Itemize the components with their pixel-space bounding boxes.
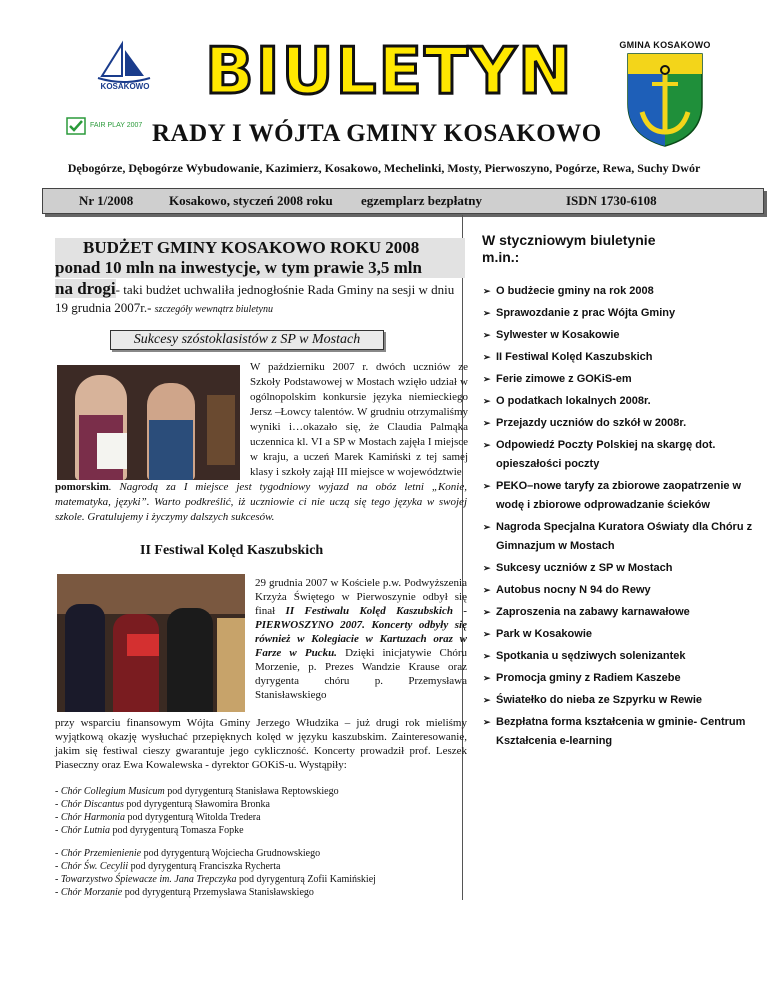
- sidebar-heading: W styczniowym biuletynie m.in.:: [482, 232, 656, 265]
- contents-item: [483, 603, 753, 622]
- arrow-bullet-icon: ➢: [483, 418, 491, 428]
- list-item: - Chór Przemienienie pod dyrygenturą Wojciecha Grudnowskiego: [55, 848, 321, 859]
- arrow-bullet-icon: ➢: [483, 308, 491, 318]
- contents-item: [483, 691, 753, 710]
- arrow-bullet-icon: ➢: [483, 629, 491, 639]
- anchor-shield-icon: [618, 52, 712, 148]
- issue-copy: egzemplarz bezpłatny: [361, 193, 482, 208]
- fairplay-text: FAIR PLAY 2007: [90, 122, 143, 129]
- contents-item: [483, 647, 753, 666]
- choir-list-1: [55, 785, 465, 837]
- checkmark-icon: [66, 117, 86, 135]
- issue-isdn: ISDN 1730-6108: [566, 193, 657, 208]
- arrow-bullet-icon: ➢: [483, 396, 491, 406]
- students-photo: [57, 365, 240, 480]
- list-item: - Towarzystwo Śpiewacze im. Jana Trepczyka pod dyrygenturą Zofii Kamińskiej: [55, 874, 376, 885]
- contents-item: [483, 477, 753, 515]
- festival-p-c: Dzięki inicjatywie Chóru Morzenie, p. Prezes Wandzie Krause oraz dyrygenta chóru p. Przemysława Stanisławskiego: [255, 647, 467, 701]
- contents-item-label: Sprawozdanie z prac Wójta Gminy: [496, 307, 676, 319]
- budget-lead: [55, 280, 465, 319]
- arrow-bullet-icon: ➢: [483, 286, 491, 296]
- contents-item-label: Spotkania u sędziwych solenizantek: [496, 650, 686, 662]
- sukcesy-end-italic: . Nagrodą za I miejsce jest tygodniowy wyjazd na obóz letni „Konie, matematyka, języki”. Warto podkreślić, iż uczniowie ci nie uczą się tego języka w swojej szkole. Gratulujemy i życzymy dalszych sukcesów.: [55, 481, 467, 523]
- list-item: - Chór Morzanie pod dyrygenturą Przemysława Stanisławskiego: [55, 887, 314, 898]
- contents-item: [483, 625, 753, 644]
- contents-item-label: Ferie zimowe z GOKiS-em: [496, 373, 632, 385]
- contents-item-label: Park w Kosakowie: [496, 628, 592, 640]
- issue-date: Kosakowo, styczeń 2008 roku: [169, 193, 333, 208]
- budget-heading-line1: BUDŻET GMINY KOSAKOWO ROKU 2008: [55, 238, 465, 258]
- contents-item: [483, 713, 753, 751]
- arrow-bullet-icon: ➢: [483, 695, 491, 705]
- contents-item: [483, 518, 753, 556]
- list-item: - Chór Św. Cecylii pod dyrygenturą Franciszka Rycherta: [55, 861, 281, 872]
- sukcesy-heading: Sukcesy szóstoklasistów z SP w Mostach: [110, 330, 384, 350]
- festival-p-b: II Festiwalu Kolęd Kaszubskich - PIERWOSZYNO 2007. Koncerty odbyły się również w Kolegiacie w Kartuzach oraz w Farze w Pucku.: [255, 605, 467, 659]
- arrow-bullet-icon: ➢: [483, 673, 491, 683]
- list-item: - Chór Discantus pod dyrygenturą Sławomira Bronka: [55, 799, 270, 810]
- festival-p-a: 29 grudnia 2007 w Kościele p.w. Podwyższenia Krzyża Świętego w Pierwoszynie odbył się finał: [255, 577, 467, 617]
- contents-item-label: Sukcesy uczniów z SP w Mostach: [496, 562, 673, 574]
- bulletin-title: BIULETYN: [205, 35, 574, 109]
- contents-item: [483, 436, 753, 474]
- contents-item: [483, 581, 753, 600]
- coat-label: GMINA KOSAKOWO: [619, 40, 711, 50]
- contents-list: [483, 282, 753, 754]
- fairplay-badge: [66, 117, 146, 139]
- contents-item-label: Bezpłatna forma kształcenia w gminie- Centrum Kształcenia e-learning: [496, 716, 746, 747]
- contents-item-label: Zaproszenia na zabawy karnawałowe: [496, 606, 690, 618]
- list-item: - Chór Lutnia pod dyrygenturą Tomasza Fopke: [55, 825, 244, 836]
- bulletin-subtitle: RADY I WÓJTA GMINY KOSAKOWO: [152, 120, 602, 147]
- list-item: - Chór Collegium Musicum pod dyrygenturą Stanisława Reptowskiego: [55, 786, 339, 797]
- contents-item: [483, 392, 753, 411]
- contents-item-label: Promocja gminy z Radiem Kaszebe: [496, 672, 681, 684]
- contents-item-label: Sylwester w Kosakowie: [496, 329, 620, 341]
- arrow-bullet-icon: ➢: [483, 607, 491, 617]
- kosakowo-logo: [92, 40, 156, 96]
- budget-heading-line2: ponad 10 mln na inwestycje, w tym prawie 3,5 mln: [55, 258, 465, 278]
- arrow-bullet-icon: ➢: [483, 651, 491, 661]
- contents-item-label: Światełko do nieba ze Szpyrku w Rewie: [496, 694, 703, 706]
- contents-item-label: Odpowiedź Poczty Polskiej na skargę dot. opieszałości poczty: [496, 439, 716, 470]
- arrow-bullet-icon: ➢: [483, 585, 491, 595]
- sukcesy-end-bold: pomorskim: [55, 481, 109, 493]
- logo-text: KOSAKOWO: [100, 82, 150, 91]
- contents-item: [483, 370, 753, 389]
- contents-item-label: Autobus nocny N 94 do Rewy: [496, 584, 651, 596]
- budget-lead-bold: na drogi: [55, 279, 116, 298]
- contents-item: [483, 304, 753, 323]
- contents-item-label: II Festiwal Kolęd Kaszubskich: [496, 351, 653, 363]
- contents-item-label: O podatkach lokalnych 2008r.: [496, 395, 651, 407]
- issue-bar: [42, 188, 764, 214]
- coat-of-arms: [618, 40, 712, 150]
- arrow-bullet-icon: ➢: [483, 522, 491, 532]
- festival-paragraph-cont: przy wsparciu finansowym Wójta Gminy Jerzego Włudzika – już drugi rok mieliśmy wyjątkową okazję wysłuchać przepięknych kolęd w języku kaszubskim. Zainteresowanie, jakim się festiwal cieszy gwarantuje jego cykliczność. Koncerty prowadził prof. Leszek Piaseczny oraz Ewa Kowalewska - dyrektor GOKiS-u. Wystąpiły:: [55, 717, 467, 771]
- contents-item-label: O budżecie gminy na rok 2008: [496, 285, 654, 297]
- arrow-bullet-icon: ➢: [483, 717, 491, 727]
- budget-lead-text: - taki budżet uchwaliła jednogłośnie Rada Gminy na sesji w dniu 19 grudnia 2007r.-: [55, 282, 455, 315]
- arrow-bullet-icon: ➢: [483, 440, 491, 450]
- budget-lead-italic: szczegóły wewnątrz biuletynu: [154, 304, 273, 315]
- contents-item: [483, 669, 753, 688]
- arrow-bullet-icon: ➢: [483, 374, 491, 384]
- arrow-bullet-icon: ➢: [483, 563, 491, 573]
- arrow-bullet-icon: ➢: [483, 481, 491, 491]
- contents-item: [483, 326, 753, 345]
- festival-photo: [57, 574, 245, 712]
- list-item: - Chór Harmonia pod dyrygenturą Witolda Tredera: [55, 812, 261, 823]
- contents-item-label: Przejazdy uczniów do szkół w 2008r.: [496, 417, 687, 429]
- contents-item: [483, 282, 753, 301]
- festival-paragraph: [255, 576, 467, 702]
- choir-list-2: [55, 847, 465, 899]
- sukcesy-paragraph-end: [55, 480, 467, 525]
- festival-heading: II Festiwal Kolęd Kaszubskich: [140, 543, 324, 558]
- contents-item-label: PEKO–nowe taryfy za zbiorowe zaopatrzenie w wodę i zbiorowe odprowadzanie ścieków: [496, 480, 742, 511]
- sukcesy-paragraph: W październiku 2007 r. dwóch uczniów ze Szkoły Podstawowej w Mostach wzięło udział w ogólnopolskim konkursie języka niemieckiego Jersz –Łowcy talentów. W grudniu otrzymaliśmy wyniki i…okazało się, że Claudia Palmąka uczennica kl. VI a SP w Mostach zajęła I miejsce w kraju, a uczeń Marek Kamiński z tej samej klasy i szkoły zajął III miejsce w województwie: [250, 361, 468, 478]
- contents-item-label: Nagroda Specjalna Kuratora Oświaty dla Chóru z Gimnazjum w Mostach: [496, 521, 753, 552]
- budget-heading: [55, 238, 465, 278]
- issue-number: Nr 1/2008: [79, 193, 134, 208]
- villages-list: Dębogórze, Dębogórze Wybudowanie, Kazimierz, Kosakowo, Mechelinki, Mosty, Pierwoszyno, Pogórze, Rewa, Suchy Dwór: [67, 161, 701, 175]
- contents-item: [483, 559, 753, 578]
- arrow-bullet-icon: ➢: [483, 330, 491, 340]
- arrow-bullet-icon: ➢: [483, 352, 491, 362]
- contents-item: [483, 348, 753, 367]
- contents-item: [483, 414, 753, 433]
